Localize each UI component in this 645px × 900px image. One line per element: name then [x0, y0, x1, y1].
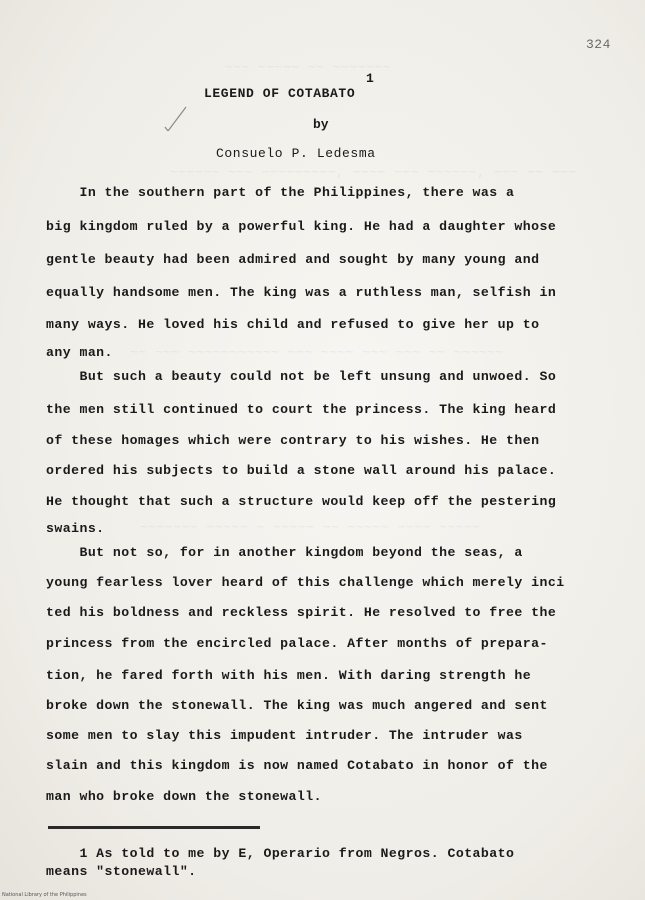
- body-line: ted his boldness and reckless spirit. He resolved to free the: [46, 605, 557, 620]
- body-line: princess from the encircled palace. After months of prepara-: [46, 636, 548, 651]
- library-stamp: National Library of the Philippines: [2, 892, 87, 898]
- body-line: But such a beauty could not be left unsung and unwoed. So: [46, 369, 557, 384]
- author-name: Consuelo P. Ledesma: [216, 146, 376, 161]
- body-line: young fearless lover heard of this challenge which merely inci: [46, 575, 565, 590]
- body-line: swains.: [46, 521, 105, 536]
- footnote-divider: [48, 826, 260, 829]
- body-line: equally handsome men. The king was a ruthless man, selfish in: [46, 285, 557, 300]
- page-number: 324: [586, 37, 611, 52]
- body-line: But not so, for in another kingdom beyond the seas, a: [46, 545, 523, 560]
- page-title: LEGEND OF COTABATO: [204, 86, 356, 101]
- bleed-through-text: ~~~ ~~~~~ ~~ ~~~~~~~: [150, 60, 391, 75]
- body-line: any man.: [46, 345, 113, 360]
- body-line: broke down the stonewall. The king was much angered and sent: [46, 698, 548, 713]
- bleed-through-text: ~~ ~~~ ~~~~~~~~~~~ ~~~ ~~~~ ~~~ ~~~ ~~ ~~~~~~: [130, 345, 504, 360]
- body-line: man who broke down the stonewall.: [46, 789, 323, 804]
- body-line: ordered his subjects to build a stone wall around his palace.: [46, 463, 557, 478]
- footnote-line: 1 As told to me by E, Operario from Negros. Cotabato: [46, 846, 515, 861]
- body-line: tion, he fared forth with his men. With daring strength he: [46, 668, 532, 683]
- body-line: of these homages which were contrary to his wishes. He then: [46, 433, 540, 448]
- byline: by: [313, 117, 329, 132]
- title-footnote-ref: 1: [366, 71, 374, 86]
- bleed-through-text: ~~~~~~~ ~~~~~ ~ ~~~~~ ~~ ~~~~~ ~~~~ ~~~~~: [140, 520, 481, 535]
- body-line: big kingdom ruled by a powerful king. He had a daughter whose: [46, 219, 557, 234]
- body-line: He thought that such a structure would keep off the pestering: [46, 494, 557, 509]
- body-line: gentle beauty had been admired and sought by many young and: [46, 252, 540, 267]
- body-line: slain and this kingdom is now named Cotabato in honor of the: [46, 758, 548, 773]
- body-line: some men to slay this impudent intruder. The intruder was: [46, 728, 523, 743]
- body-line: many ways. He loved his child and refused to give her up to: [46, 317, 540, 332]
- bleed-through-text: ~~~~~~ ~~~ ~~~~~~~~~, ~~~~ ~~~ ~~~~~~, ~~~ ~~ ~~~: [170, 165, 577, 180]
- check-mark-icon: [162, 105, 188, 131]
- body-line: In the southern part of the Philippines, there was a: [46, 185, 515, 200]
- footnote-line: means "stonewall".: [46, 864, 197, 879]
- body-line: the men still continued to court the princess. The king heard: [46, 402, 557, 417]
